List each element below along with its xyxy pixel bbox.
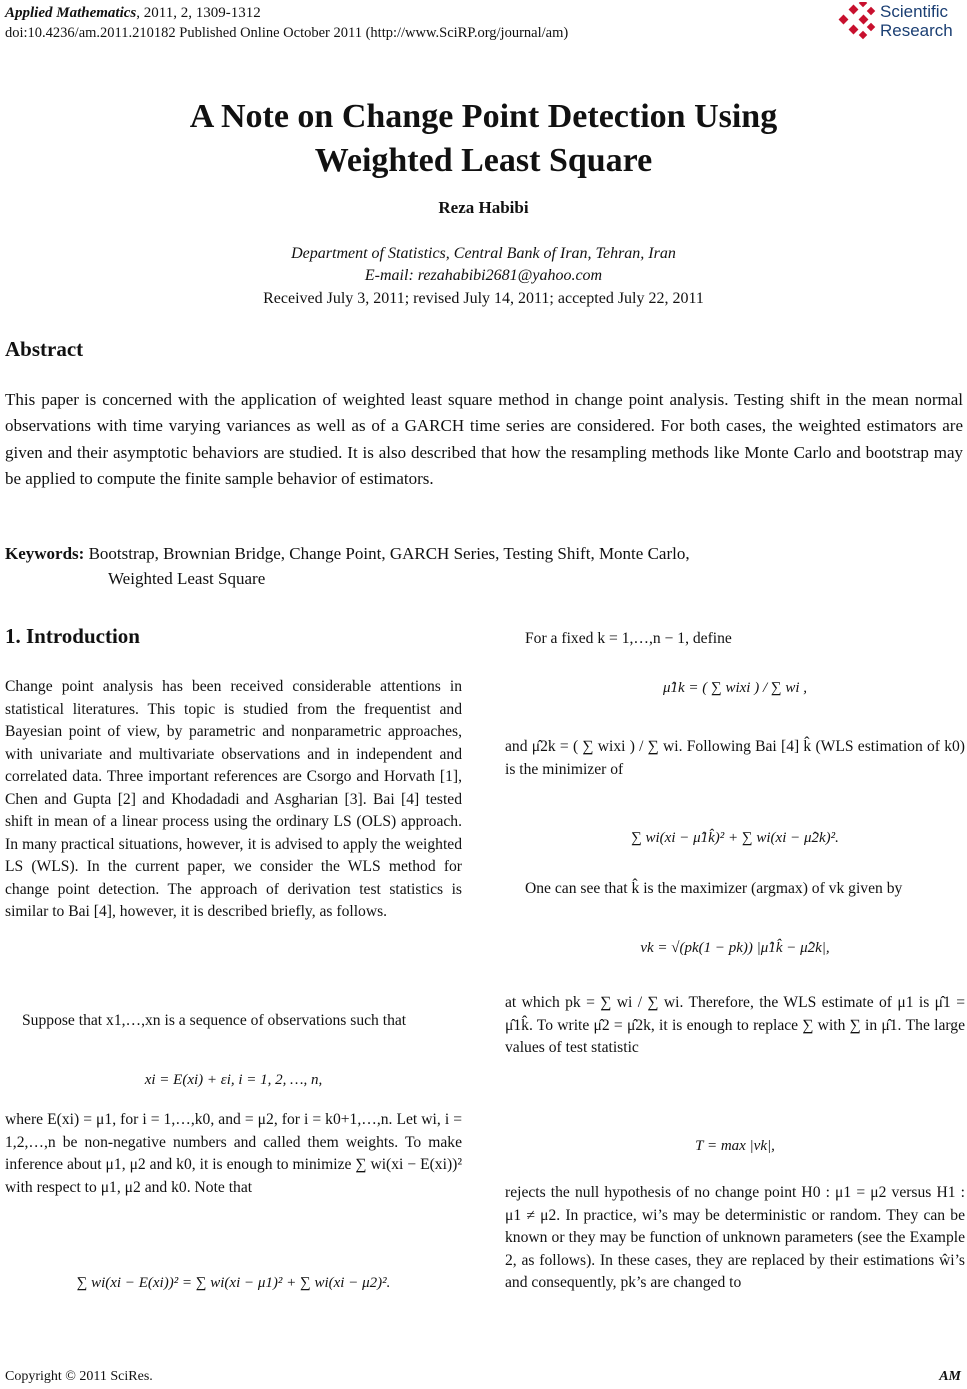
right-equation-1: μ̂1k = ( ∑ wixi ) / ∑ wi , — [662, 680, 808, 696]
journal-volume: , 2011, 2, 1309-1312 — [136, 5, 261, 21]
publisher-logo-icon — [838, 2, 878, 42]
right-equation-3: vk = √(pk(1 − pk)) |μ̂1k̂ − μ̂2k|, — [640, 940, 830, 956]
keywords-label: Keywords: — [5, 544, 85, 563]
intro-paragraph-1: Change point analysis has been received considerable attentions in statistical literatures. This topic is studied from the frequentist and Bayesian point of view, by parametric and nonparametric approaches, with univariate and multivariate observations and in independent and correlated data. Three important references are Csorgo and Horvath [1], Chen and Gupta [2] and Khodadadi and Asgharian [3]. Bai [4] tested shift in mean of a linear process using the ordinary LS (OLS) approach. In many practical situations, however, it is advised to apply the weighted LS (WLS). In the current paper, we consider the WLS method for change point detection. The approach of derivation test statistics is similar to Bai [4], however, it is described briefly, as follows. — [5, 678, 462, 920]
journal-name: Applied Mathematics — [5, 5, 137, 21]
publisher-name — [880, 2, 953, 40]
paper-title — [0, 95, 967, 183]
abstract-text: This paper is concerned with the application of weighted least square method in change point analysis. Testing shift in the mean normal observations with time varying variances as well as of a GARCH time series are considered. For both cases, the weighted estimators are given and their asymptotic behaviors are studied. It is also described that how the resampling methods like Monte Carlo and bootstrap may be applied to compute the finite sample behavior of estimators. — [5, 390, 963, 488]
paper-title-line1: A Note on Change Point Detection Using — [189, 98, 778, 135]
footer-journal: AM — [939, 1369, 961, 1384]
equation-1: xi = E(xi) + εi, i = 1, 2, …, n, — [144, 1072, 323, 1088]
author-affiliation: Department of Statistics, Central Bank of Iran, Tehran, Iran — [291, 245, 676, 262]
right-paragraph-3: One can see that k̂ is the maximizer (argmax) of vk given by — [525, 880, 903, 897]
section-heading: 1. Introduction — [5, 624, 140, 648]
keywords — [5, 541, 690, 591]
abstract-heading: Abstract — [5, 337, 84, 361]
publisher-name-line2: Research — [880, 21, 953, 40]
doi-line: doi:10.4236/am.2011.210182 Published Online October 2011 (http://www.SciRP.org/journal/am) — [5, 25, 569, 41]
keywords-line2: Weighted Least Square — [108, 569, 266, 588]
author-name: Reza Habibi — [438, 198, 529, 217]
paper-dates: Received July 3, 2011; revised July 14, 2011; accepted July 22, 2011 — [263, 290, 704, 307]
right-paragraph-2: and μ̂2k = ( ∑ wixi ) / ∑ wi. Following Bai [4] k̂ (WLS estimation of k0) is the minimizer of — [505, 738, 965, 778]
keywords-line1: Bootstrap, Brownian Bridge, Change Point, GARCH Series, Testing Shift, Monte Carlo, — [84, 544, 690, 563]
publisher-logo — [838, 2, 963, 44]
right-paragraph-4: at which pk = ∑ wi / ∑ wi. Therefore, the WLS estimate of μ1 is μ̂1 = μ̂1k̂. To write μ̂2 = μ̂2k, it is enough to replace ∑ with ∑ in μ̂1. The large values of test statistic — [505, 994, 965, 1056]
author-email: E-mail: rezahabibi2681@yahoo.com — [364, 267, 603, 284]
publisher-name-line1: Scientific — [880, 2, 949, 21]
intro-paragraph-2: Suppose that x1,…,xn is a sequence of observations such that — [22, 1012, 407, 1029]
right-paragraph-5: rejects the null hypothesis of no change point H0 : μ1 = μ2 versus H1 : μ1 ≠ μ2. In practice, wi’s may be deterministic or random. They can be known or they may be function of unknown parameters (see the Example 2, as follows). In these cases, they are replaced by their estimations ŵi’s and consequently, pk’s are changed to — [505, 1184, 965, 1291]
paper-title-line2: Weighted Least Square — [314, 142, 653, 179]
right-equation-4: T = max |vk|, — [695, 1138, 775, 1154]
right-paragraph-1: For a fixed k = 1,…,n − 1, define — [525, 630, 732, 647]
footer-copyright: Copyright © 2011 SciRes. — [5, 1369, 153, 1384]
intro-paragraph-3: where E(xi) = μ1, for i = 1,…,k0, and = μ2, for i = k0+1,…,n. Let wi, i = 1,2,…,n be non-negative numbers and called them weights. To make inference about μ1, μ2 and k0, it is enough to minimize ∑ wi(xi − E(xi))² with respect to μ1, μ2 and k0. Note that — [5, 1111, 462, 1196]
journal-citation — [5, 3, 261, 23]
equation-2: ∑ wi(xi − E(xi))² = ∑ wi(xi − μ1)² + ∑ wi(xi − μ2)². — [76, 1275, 391, 1291]
right-equation-2: ∑ wi(xi − μ̂1k̂)² + ∑ wi(xi − μ̂2k)². — [631, 830, 839, 846]
